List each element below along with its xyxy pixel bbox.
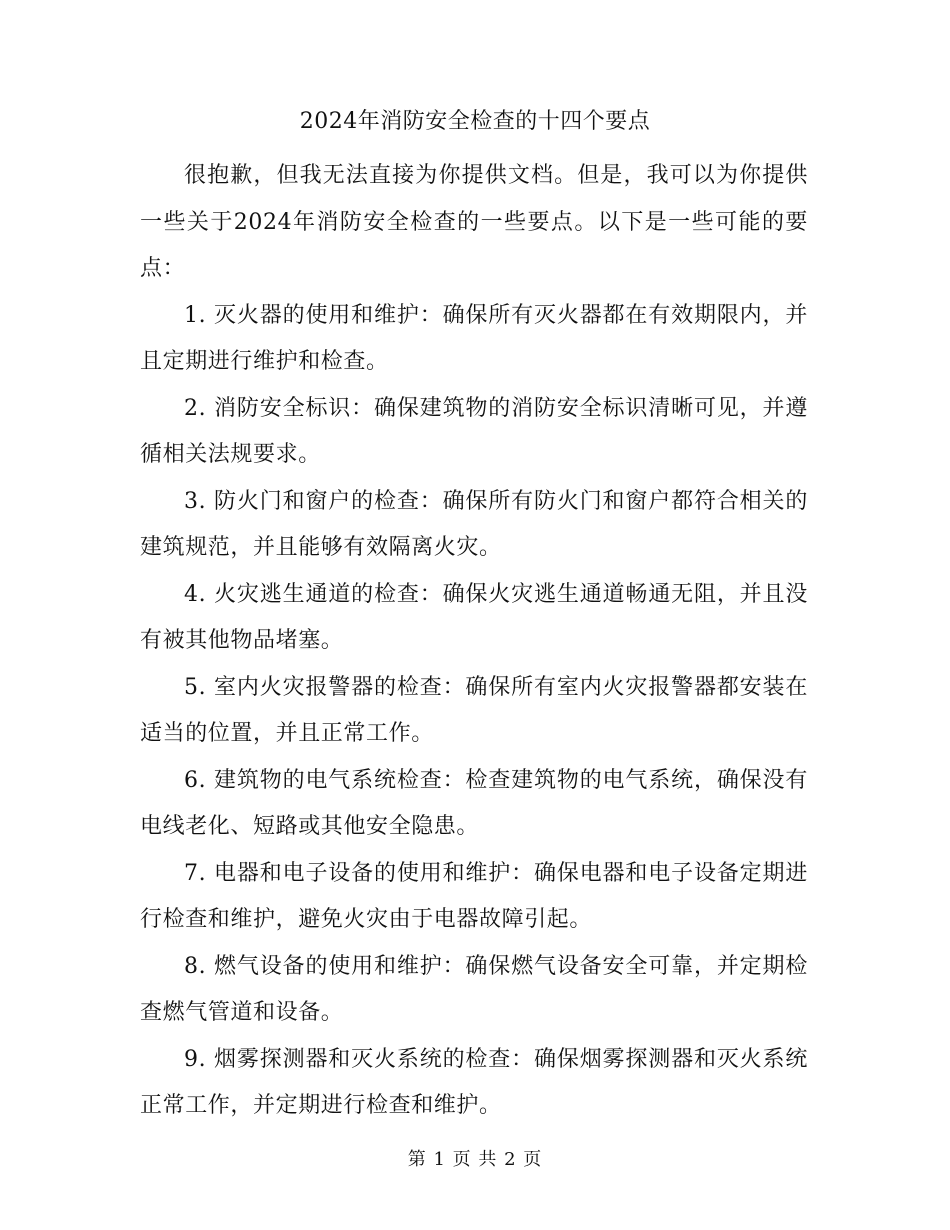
page-number-footer: 第 1 页 共 2 页 bbox=[407, 1149, 543, 1170]
intro-paragraph: 很抱歉，但我无法直接为你提供文档。但是，我可以为你提供一些关于2024年消防安全检查的一些要点。以下是一些可能的要点： bbox=[140, 163, 808, 281]
list-item: 1. 灭火器的使用和维护：确保所有灭火器都在有效期限内，并且定期进行维护和检查。 bbox=[140, 302, 808, 374]
document-body bbox=[140, 153, 808, 1130]
list-item: 4. 火灾逃生通道的检查：确保火灾逃生通道畅通无阻，并且没有被其他物品堵塞。 bbox=[140, 581, 808, 653]
list-item: 2. 消防安全标识：确保建筑物的消防安全标识清晰可见，并遵循相关法规要求。 bbox=[140, 395, 808, 467]
list-item: 6. 建筑物的电气系统检查：检查建筑物的电气系统，确保没有电线老化、短路或其他安全隐患。 bbox=[140, 767, 808, 839]
list-item: 5. 室内火灾报警器的检查：确保所有室内火灾报警器都安装在适当的位置，并且正常工作。 bbox=[140, 674, 808, 746]
list-item: 8. 燃气设备的使用和维护：确保燃气设备安全可靠，并定期检查燃气管道和设备。 bbox=[140, 953, 808, 1025]
list-item: 3. 防火门和窗户的检查：确保所有防火门和窗户都符合相关的建筑规范，并且能够有效隔离火灾。 bbox=[140, 488, 808, 560]
page-title: 2024年消防安全检查的十四个要点 bbox=[299, 109, 651, 134]
list-item: 9. 烟雾探测器和灭火系统的检查：确保烟雾探测器和灭火系统正常工作，并定期进行检查和维护。 bbox=[140, 1046, 808, 1118]
list-item: 7. 电器和电子设备的使用和维护：确保电器和电子设备定期进行检查和维护，避免火灾由于电器故障引起。 bbox=[140, 860, 808, 932]
